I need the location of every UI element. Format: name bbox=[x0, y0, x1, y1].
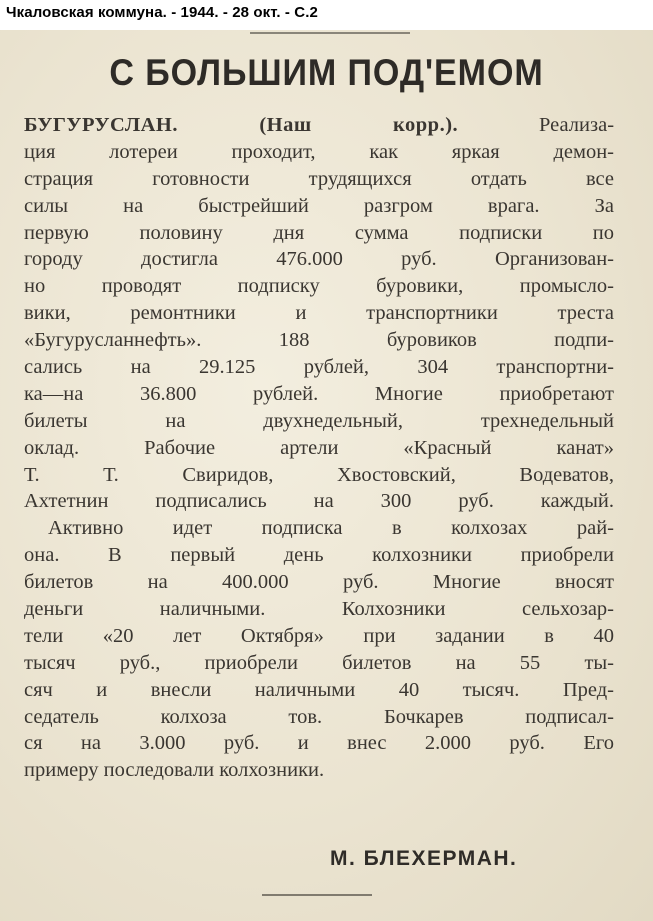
article-line: билетов на 400.000 руб. Многие вносят bbox=[24, 571, 614, 594]
article-line: тели «20 лет Октября» при задании в 40 bbox=[24, 624, 614, 647]
article-line: сались на 29.125 рублей, 304 транспортни- bbox=[24, 356, 614, 379]
article-line: оклад. Рабочие артели «Красный канат» bbox=[24, 436, 614, 459]
source-citation: Чкаловская коммуна. - 1944. - 28 окт. - С.2 bbox=[6, 4, 318, 21]
article-line: сяч и внесли наличными 40 тысяч. Пред- bbox=[24, 678, 614, 701]
article-paragraph-2-start: Активно идет подписка в колхозах рай- bbox=[48, 517, 614, 540]
bottom-divider-rule bbox=[262, 894, 372, 896]
author-signature: М. БЛЕХЕРМАН. bbox=[330, 847, 518, 870]
article-line: ция лотереи проходит, как яркая демон- bbox=[24, 140, 614, 163]
article-line: вики, ремонтники и транспортники треста bbox=[24, 302, 614, 325]
article-line-last: примеру последовали колхозники. bbox=[24, 759, 325, 782]
article-line-1 bbox=[24, 112, 614, 139]
article-line: Ахтетнин подписались на 300 руб. каждый. bbox=[24, 490, 614, 513]
article-line: Т. Т. Свиридов, Хвостовский, Водеватов, bbox=[24, 463, 614, 486]
article-line: деньги наличными. Колхозники сельхозар- bbox=[24, 598, 614, 621]
article-line: тысяч руб., приобрели билетов на 55 ты- bbox=[24, 651, 614, 674]
newspaper-clipping bbox=[0, 30, 653, 921]
article-line: но проводят подписку буровики, промысло- bbox=[24, 275, 614, 298]
top-divider-rule bbox=[250, 32, 410, 34]
article-headline: С БОЛЬШИМ ПОД'ЕМОМ bbox=[109, 52, 544, 93]
article-line-1-text: Реализа- bbox=[539, 114, 615, 136]
article-line: силы на быстрейший разгром врага. За bbox=[24, 194, 614, 217]
article-line: седатель колхоза тов. Бочкарев подписал- bbox=[24, 705, 614, 728]
article-line: она. В первый день колхозники приобрели bbox=[24, 544, 614, 567]
article-dateline: БУГУРУСЛАН. (Наш корр.). bbox=[24, 114, 459, 136]
article-line: страция готовности трудящихся отдать все bbox=[24, 167, 614, 190]
article-body bbox=[24, 112, 614, 784]
article-line: ка—на 36.800 рублей. Многие приобретают bbox=[24, 382, 614, 405]
article-line: «Бугурусланнефть». 188 буровиков подпи- bbox=[24, 329, 614, 352]
article-line: билеты на двухнедельный, трехнедельный bbox=[24, 409, 614, 432]
article-line: ся на 3.000 руб. и внес 2.000 руб. Его bbox=[24, 732, 614, 755]
article-line: первую половину дня сумма подписки по bbox=[24, 221, 614, 244]
article-line: городу достигла 476.000 руб. Организован- bbox=[24, 248, 614, 271]
